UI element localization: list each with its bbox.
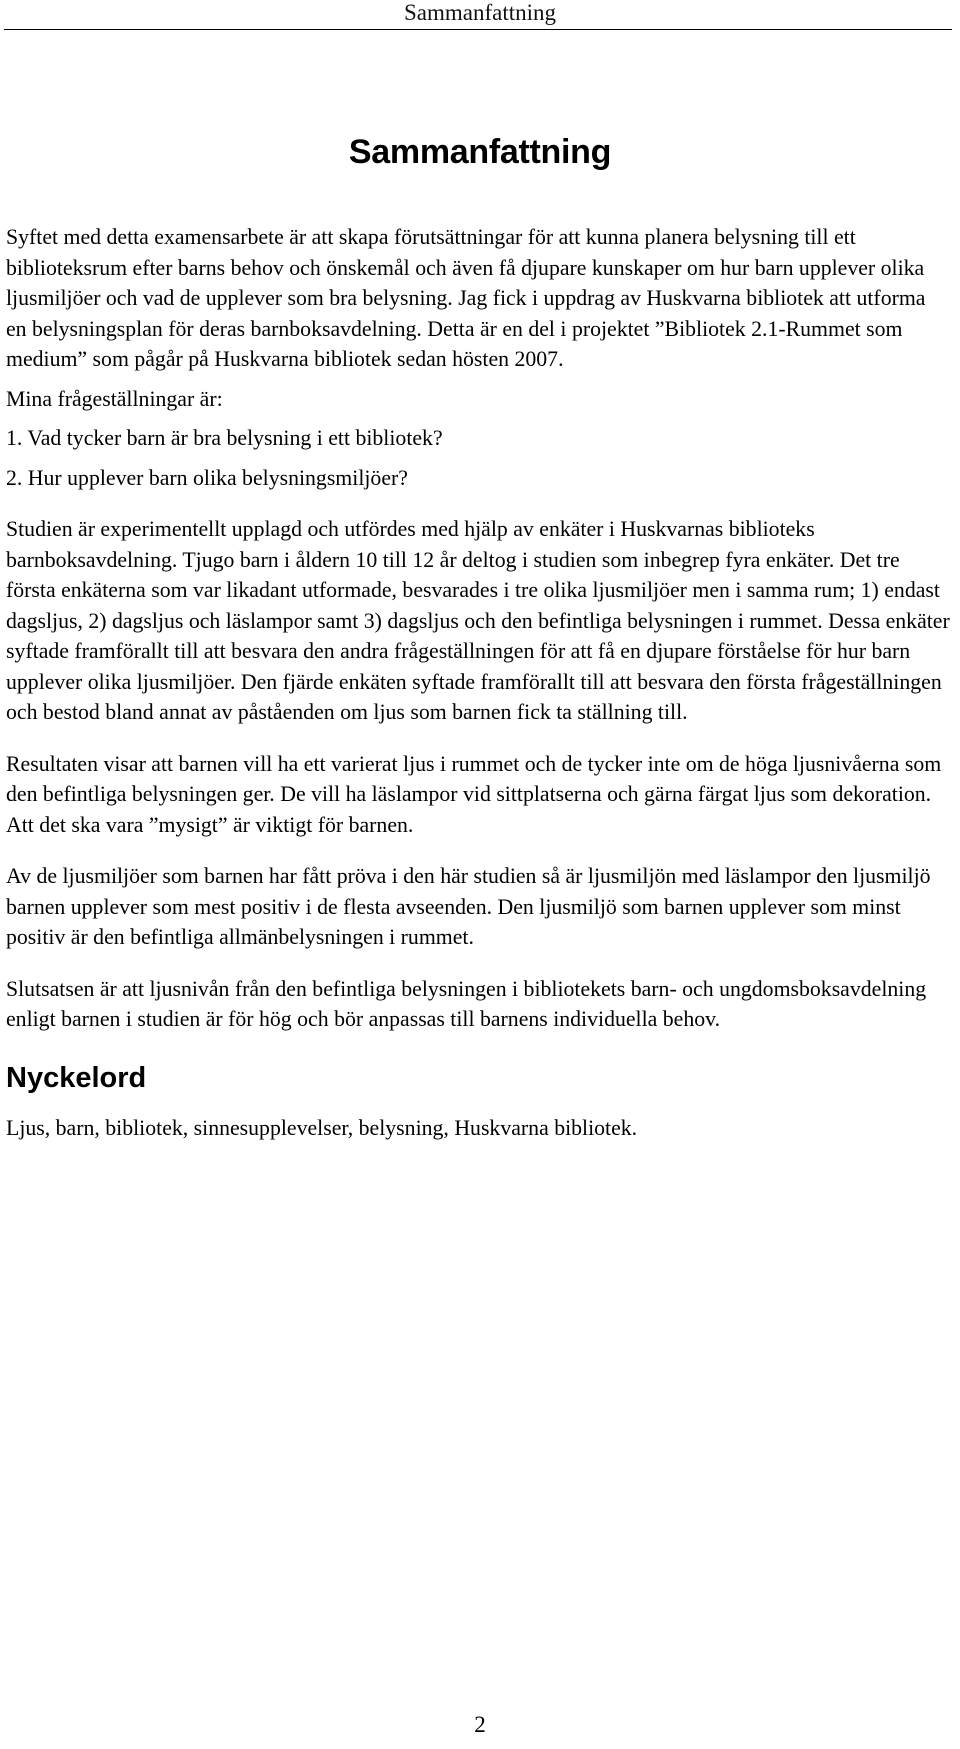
- method-paragraph: Studien är experimentellt upplagd och utfördes med hjälp av enkäter i Huskvarnas biblioteks barnboksavdelning. Tjugo barn i åldern 10 till 12 år deltog i studien som inbegrep fyra enkäter. Det tre första enkäterna som var likadant utformade, besvarades i tre olika ljusmiljöer men i samma rum; 1) endast dagsljus, 2) dagsljus och läslampor samt 3) dagsljus och den befintliga belysningen i rummet. Dessa enkäter syftade framförallt till att besvara den andra frågeställningen för att få en djupare förståelse för hur barn upplever olika ljusmiljöer. Den fjärde enkäten syftade framförallt till att besvara den första frågeställningen och bestod bland annat av påståenden om ljus som barnen fick ta ställning till.: [6, 517, 950, 724]
- intro-paragraph: Syftet med detta examensarbete är att skapa förutsättningar för att kunna planera belysning till ett biblioteksrum efter barns behov och önskemål och även få djupare kunskaper om hur barn upplever olika ljusmiljöer och vad de upplever som bra belysning. Jag fick i uppdrag av Huskvarna bibliotek att utforma en belysningsplan för deras barnboksavdelning. Detta är en del i projektet ”Bibliotek 2.1-Rummet som medium” som pågår på Huskvarna bibliotek sedan hösten 2007.: [6, 225, 926, 371]
- running-header: Sammanfattning: [403, 0, 557, 25]
- question-2: 2. Hur upplever barn olika belysningsmiljöer?: [6, 465, 408, 490]
- header-rule: [4, 29, 952, 30]
- question-1: 1. Vad tycker barn är bra belysning i ett bibliotek?: [6, 426, 443, 450]
- body-text: [6, 222, 950, 1143]
- conclusion-paragraph: Slutsatsen är att ljusnivån från den befintliga belysningen i bibliotekets barn- och ungdomsboksavdelning enligt barnen i studien är för hög och bör anpassas till barnens individuella behov.: [6, 976, 927, 1031]
- keywords-heading: Nyckelord: [6, 1061, 147, 1094]
- environments-paragraph: Av de ljusmiljöer som barnen har fått pröva i den här studien så är ljusmiljön med läslampor den ljusmiljö barnen upplever som mest positiv i de flesta avseenden. Den ljusmiljö som barnen upplever som minst positiv är den befintliga allmänbelysningen i rummet.: [6, 864, 931, 949]
- page-title: Sammanfattning: [348, 133, 612, 171]
- results-paragraph: Resultaten visar att barnen vill ha ett varierat ljus i rummet och de tycker inte om de höga ljusnivåerna som den befintliga belysningen ger. De vill ha läslampor vid sittplatserna och gärna färgat ljus som dekoration. Att det ska vara ”mysigt” är viktigt för barnen.: [6, 751, 942, 837]
- keywords-text: Ljus, barn, bibliotek, sinnesupplevelser, belysning, Huskvarna bibliotek.: [6, 1115, 638, 1140]
- questions-heading: Mina frågeställningar är:: [6, 386, 223, 411]
- page-number: 2: [474, 1712, 486, 1737]
